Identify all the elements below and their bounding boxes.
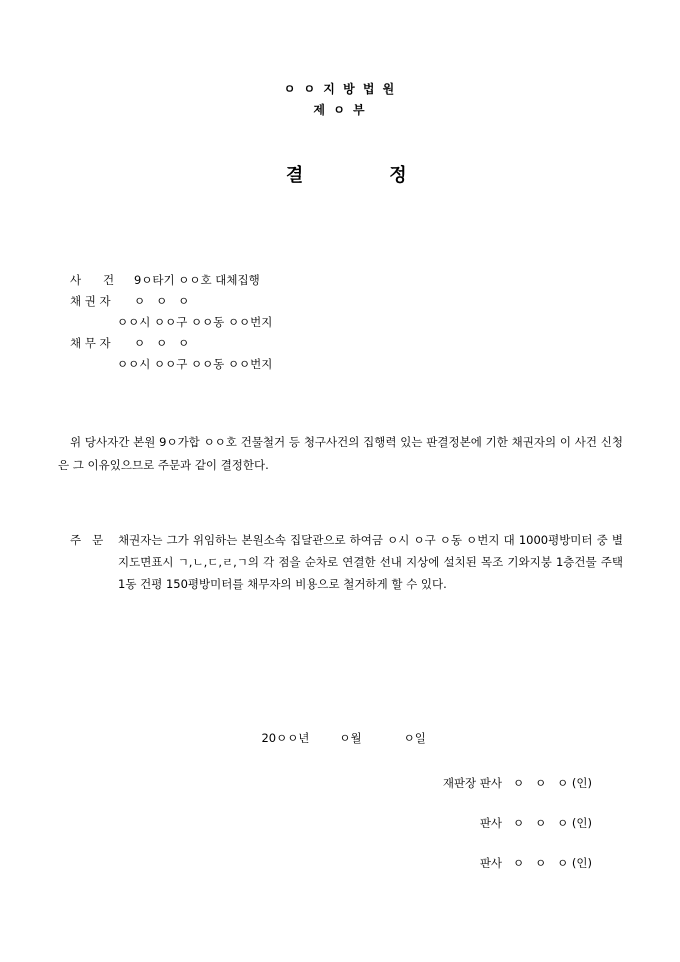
date-year: 20ㅇㅇ년 bbox=[261, 731, 310, 745]
creditor-label: 채 권 자 bbox=[70, 294, 111, 308]
document-title bbox=[0, 140, 680, 187]
decision-date bbox=[0, 716, 680, 746]
date-month: ㅇ월 bbox=[339, 731, 362, 745]
signature-line bbox=[443, 775, 592, 791]
debtor-label: 채 무 자 bbox=[70, 336, 111, 350]
creditor-address: ㅇㅇ시 ㅇㅇ구 ㅇㅇ동 ㅇㅇ번지 bbox=[117, 315, 273, 329]
creditor-name: ㅇ ㅇ ㅇ bbox=[134, 294, 190, 308]
signature-line bbox=[480, 815, 592, 831]
reason-paragraph: 위 당사자간 본원 9ㅇ가합 ㅇㅇ호 건물철거 등 청구사건의 집행력 있는 판결정본에 기한 채권자의 이 사건 신청은 그 이유있으므로 주문과 같이 결정한다. bbox=[58, 435, 623, 472]
signature-name: ㅇ ㅇ ㅇ (인) bbox=[513, 856, 592, 870]
signature-name: ㅇ ㅇ ㅇ (인) bbox=[513, 816, 592, 830]
debtor-address: ㅇㅇ시 ㅇㅇ구 ㅇㅇ동 ㅇㅇ번지 bbox=[117, 357, 273, 371]
date-day: ㅇ일 bbox=[403, 731, 426, 745]
order-label: 주 문 bbox=[70, 533, 104, 547]
signature-role: 판사 bbox=[479, 856, 503, 870]
document-title-right: 정 bbox=[389, 165, 407, 186]
signature-name: ㅇ ㅇ ㅇ (인) bbox=[513, 776, 592, 790]
court-name: ㅇ ㅇ 지 방 법 원 bbox=[283, 82, 397, 96]
order-text: 채권자는 그가 위임하는 본원소속 집달관으로 하여금 ㅇ시 ㅇ구 ㅇ동 ㅇ번지 대 1000평방미터 중 별지도면표시 ㄱ,ㄴ,ㄷ,ㄹ,ㄱ의 각 점을 순차로 연결한 선내 지상에 설치된 목조 기와지붕 1층건물 주택 1동 건평 150평방미터를 채무자의 비용으로 철거하게 할 수 있다. bbox=[118, 533, 623, 591]
signature-role: 재판장 판사 bbox=[442, 776, 503, 790]
signature-role: 판사 bbox=[479, 816, 503, 830]
debtor-name: ㅇ ㅇ ㅇ bbox=[134, 336, 190, 350]
document-title-left: 결 bbox=[285, 165, 304, 186]
case-label: 사 건 bbox=[70, 273, 115, 287]
signature-line bbox=[480, 855, 592, 871]
court-division: 제 ㅇ 부 bbox=[313, 103, 367, 117]
case-value: 9ㅇ타기 ㅇㅇ호 대체집행 bbox=[134, 273, 260, 287]
